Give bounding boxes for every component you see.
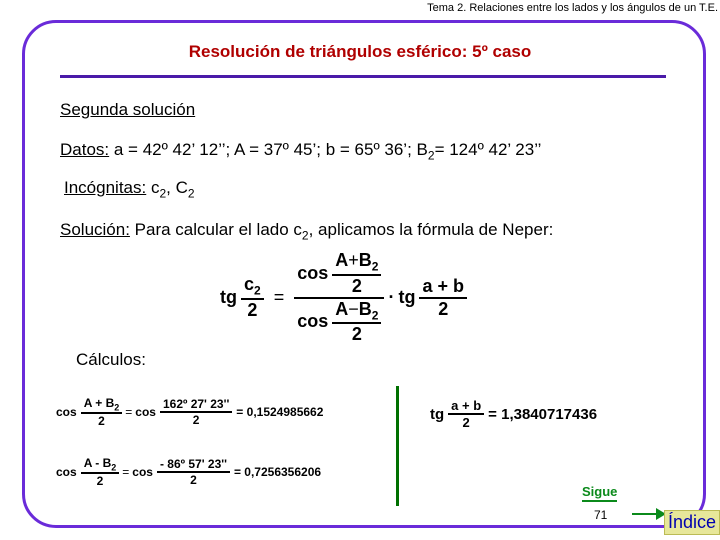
formula-c2-frac xyxy=(241,274,264,321)
formula-plus-sub: 2 xyxy=(371,259,379,274)
calc2-cos2: cos xyxy=(132,465,153,480)
formula-minus-op: − xyxy=(348,298,359,319)
incognitas-s1: 2 xyxy=(159,186,167,201)
calc3-num: a + b xyxy=(448,398,484,415)
calc1-cos2: cos xyxy=(135,405,156,420)
solucion-text-a: Para calcular el lado c xyxy=(129,220,302,239)
incognitas-line xyxy=(64,178,195,200)
datos-label: Datos: xyxy=(60,140,110,159)
formula-dot: · xyxy=(388,287,395,308)
formula-tg2: tg xyxy=(398,287,416,308)
solucion-label: Solución: xyxy=(60,220,130,239)
formula-ab-num: a + b xyxy=(419,276,467,299)
formula-minus-b: B xyxy=(358,298,372,319)
calculos-label: Cálculos: xyxy=(76,350,146,369)
calc2-eq: = xyxy=(122,465,130,480)
incognitas-label: Incógnitas: xyxy=(64,178,147,197)
calc3-tg: tg xyxy=(430,405,445,423)
formula-ab-frac xyxy=(419,276,467,320)
formula-c2-den: 2 xyxy=(247,299,258,320)
solucion-sub: 2 xyxy=(301,228,309,243)
formula-plus-den: 2 xyxy=(351,275,362,296)
calc2-den: 2 xyxy=(96,474,104,489)
calc3-result: = 1,3840717436 xyxy=(488,405,598,423)
formula-tg: tg xyxy=(220,287,237,308)
subtitle: Segunda solución xyxy=(60,100,196,119)
formula-plus-a: A xyxy=(335,250,349,270)
incognitas-s2: 2 xyxy=(187,186,195,201)
formula-minus-a: A xyxy=(335,298,349,319)
incognitas-t1: c xyxy=(146,178,160,197)
calc2-num: A - B xyxy=(83,456,112,470)
formula-cos-bottom: cos xyxy=(297,311,329,332)
calc-cos-diff xyxy=(56,456,321,488)
indice-button[interactable]: Índice xyxy=(664,510,720,535)
slide-header: Tema 2. Relaciones entre los lados y los ángulos de un T.E. xyxy=(427,2,718,14)
calc2-result: = 0,7256356206 xyxy=(233,465,322,480)
formula-c2-sub: 2 xyxy=(254,283,261,298)
calc1-num2: 162º 27' 23'' xyxy=(160,397,232,413)
solucion-line xyxy=(60,220,553,242)
datos-sub: 2 xyxy=(427,148,435,163)
divider-line xyxy=(396,386,399,506)
formula-plus-b: B xyxy=(358,250,372,270)
datos-text-end: = 124º 42’ 23’’ xyxy=(434,140,542,159)
formula-plus-op: + xyxy=(348,250,359,270)
calc-cos-sum xyxy=(56,396,323,428)
calc2-den2: 2 xyxy=(190,473,197,488)
formula-minus-sub: 2 xyxy=(371,308,379,323)
slide-title: Resolución de triángulos esférico: 5º caso xyxy=(188,42,532,61)
calc1-sub: 2 xyxy=(114,402,120,413)
sigue-link[interactable]: Sigue xyxy=(582,484,617,502)
calc1-num: A + B xyxy=(83,396,115,410)
neper-formula xyxy=(220,250,467,345)
page-number: 71 xyxy=(594,508,608,522)
formula-c2-num: c xyxy=(244,274,255,295)
calc-tg-half-sum xyxy=(430,398,597,430)
formula-cos-top: cos xyxy=(297,262,329,283)
calc2-num2: - 86º 57' 23'' xyxy=(157,457,230,473)
solucion-text-b: , aplicamos la fórmula de Neper: xyxy=(308,220,554,239)
calc1-cos: cos xyxy=(56,405,77,420)
datos-text: a = 42º 42’ 12’’; A = 37º 45’; b = 65º 36’; B xyxy=(109,140,428,159)
calc1-den2: 2 xyxy=(192,413,200,428)
calc1-eq: = xyxy=(125,405,133,420)
datos-line xyxy=(60,140,541,162)
incognitas-t2: , C xyxy=(166,178,188,197)
title-underline xyxy=(60,75,666,78)
calc3-den: 2 xyxy=(462,415,470,430)
arrow-right-icon[interactable] xyxy=(632,506,666,522)
calc2-cos: cos xyxy=(56,465,77,480)
calc2-sub: 2 xyxy=(111,462,117,473)
formula-minus-den: 2 xyxy=(351,324,362,345)
calc1-result: = 0,1524985662 xyxy=(236,405,324,420)
formula-ab-den: 2 xyxy=(438,298,449,319)
formula-eq: = xyxy=(273,287,285,308)
formula-big-frac xyxy=(294,250,384,345)
calc1-den: 2 xyxy=(98,414,105,429)
